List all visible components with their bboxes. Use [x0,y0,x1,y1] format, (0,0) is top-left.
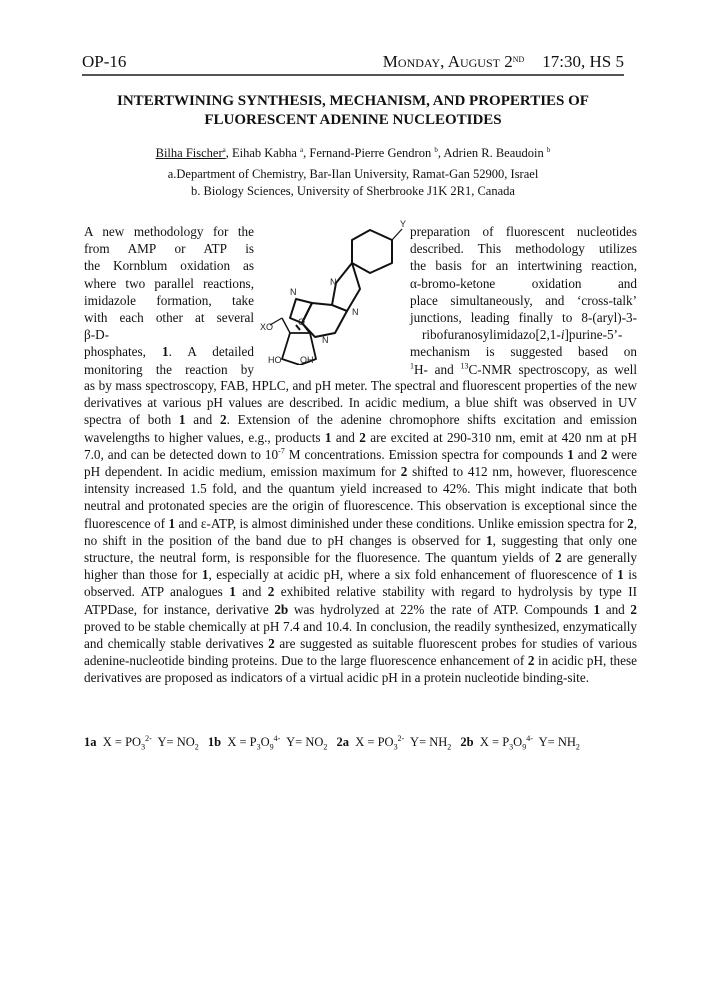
text-line: the basis for an intertwining reaction, [410,258,637,274]
atom-label-n: N [290,287,297,297]
abstract-right-column [410,223,637,378]
day-suffix: ND [512,55,525,64]
text-line: β-D- [84,327,110,343]
author-presenter: Bilha Fischer$^a$, [155,146,232,161]
session-day: Monday, August 2 [382,52,513,71]
compound-id: 1b [207,735,222,749]
author-affiliation-mark: b [546,146,551,154]
text-line: mechanism is suggested based on [410,344,637,360]
atom-label-ho: HO [268,355,282,365]
compound-legend [84,735,586,750]
affiliation-b: b. Biology Sciences, University of Sherbrooke J1K 2R1, Canada [191,184,515,198]
text-line: preparation of fluorescent nucleotides [410,224,637,239]
atom-label-n: N [322,335,329,345]
paper-title [82,92,624,130]
author-name: Bilha Fischer$^a$ [155,146,226,161]
author-affiliation-mark: a [222,146,226,154]
text-line: monitoring the reaction by [84,361,254,377]
text-line: the Kornblum oxidation as [84,258,254,274]
text-line: described. This methodology utilizes [410,241,637,257]
phenyl-ring [352,230,392,273]
abstract-left-column [84,223,254,378]
title-line: FLUORESCENT ADENINE NUCLEOTIDES [204,112,502,128]
author: Fernand-Pierre Gendron $^b$, [309,146,444,161]
text-line: place simultaneously, and ‘cross-talk’ [410,292,637,308]
author [443,146,550,160]
abstract-body: as by mass spectroscopy, FAB, HPLC, and pH meter. The spectral and fluorescent properties of the new derivatives at various pH values are described. In acidic medium, a blue shift was observed in UV spectra of both 1 and 2. Extension of the adenine chromophore shifts excitation and emission wavelengths to higher values, e.g., products 1 and 2 are excited at 290-310 nm, emit at 420 nm at pH 7.0, and can be detected down to $10^{-7}$ M concentrations. Emission spectra for compounds 1 and 2 were pH dependent. In acidic medium, emission maximum for 2 shifted to 412 nm, however, fluorescence intensity increased 1.5 fold, and the quantum yield increased to 42%. This might indicate that both neutral and protonated species are the origin of fluorescence. This observation is exceptional since the fluorescence of 1 and ε-ATP, is almost diminished under these conditions. Unlike emission spectra for 2, no shift in the position of the band due to pH changes is observed for 1, suggesting that only one structure, the neutral form, is responsible for the fluoresence. The quantum yields of 2 are generally higher than those for 1, especially at acidic pH, where a six fold enhancement of fluorescence of 1 is observed. ATP analogues 1 and 2 exhibited relative stability with regard to hydrolysis by type II ATPDase, for instance, derivative 2b was hydrolyzed at 22% the rate of ATP. Compounds 1 and 2 proved to be stable chemically at pH 7.4 and 10.4. In conclusion, the readily synthesized, enzymatically and chemically stable derivatives 2 are suggested as suitable fluorescent probes for studies of various adenine-nucleotide binding proteins. Due to the large fluorescence enhancement of 2 in acidic pH, these derivatives are proposed as indicators of a virtual acidic pH in a protein nucleotide binding-site. [84,378,638,686]
compound-definition: 2b $X = P_3O_9^{4-}$ $Y= NH_2$ [460,733,580,752]
atom-label-n: N [330,277,337,287]
atom-label-o: O [298,317,306,327]
text-line: imidazole formation, take [84,292,254,308]
author-name: Fernand-Pierre Gendron [309,146,435,161]
compound-id: 1a [84,735,97,749]
text-line: with each other at several [84,309,254,325]
author-affiliation-mark: b [434,146,438,154]
text-line: ribofuranosylimidazo[2,1-i]purine-5’- [422,327,623,343]
text-line: $^1$H- and $^{13}$C-NMR spectroscopy, as well [410,361,637,377]
author-name: Adrien R. Beaudoin [443,146,547,161]
compound-id: 2b [460,735,474,749]
title-line: INTERTWINING SYNTHESIS, MECHANISM, AND PROPERTIES OF [117,93,589,109]
text-line: A new methodology for the [84,224,254,239]
page-header [82,52,624,76]
text-line: junctions, leading finally to 8-(aryl)-3- [410,309,637,325]
compound-definition: 1a $X = PO_3^{2-}$ $Y= NO_2$ [84,733,199,752]
atom-label-oh: OH [300,355,314,365]
affiliation-a: a.Department of Chemistry, Bar-Ilan University, Ramat-Gan 52900, Israel [167,167,539,181]
imidazo-ring [332,263,360,311]
text-line: where two parallel reactions, [84,275,254,291]
compound-id: 2a [336,735,350,749]
compound-definition: 1b $X = P_3O_9^{4-}$ $Y= NO_2$ [207,733,328,752]
text-line: phosphates, 1. A detailed [84,344,254,360]
text-line: α-bromo-ketone oxidation and [410,275,637,291]
author-name: Eihab Kabha [231,146,301,161]
molecule-structure-diagram [260,215,410,365]
atom-label-y: Y [400,219,407,229]
author-affiliation-mark: a [300,146,304,154]
compound-definition: 2a $X = PO_3^{2-}$ $Y= NH_2$ [336,733,452,752]
atom-label-xo: XO [260,322,274,332]
author-list [82,142,624,161]
affiliations [82,166,624,200]
session-code: OP-16 [82,52,127,71]
text-line: from AMP or ATP is [84,241,254,257]
author: Eihab Kabha $^a$, [231,146,310,161]
atom-labels [260,219,406,365]
atom-label-n: N [352,307,359,317]
session-time-room: 17:30, HS 5 [542,52,624,71]
session-datetime [383,52,624,72]
